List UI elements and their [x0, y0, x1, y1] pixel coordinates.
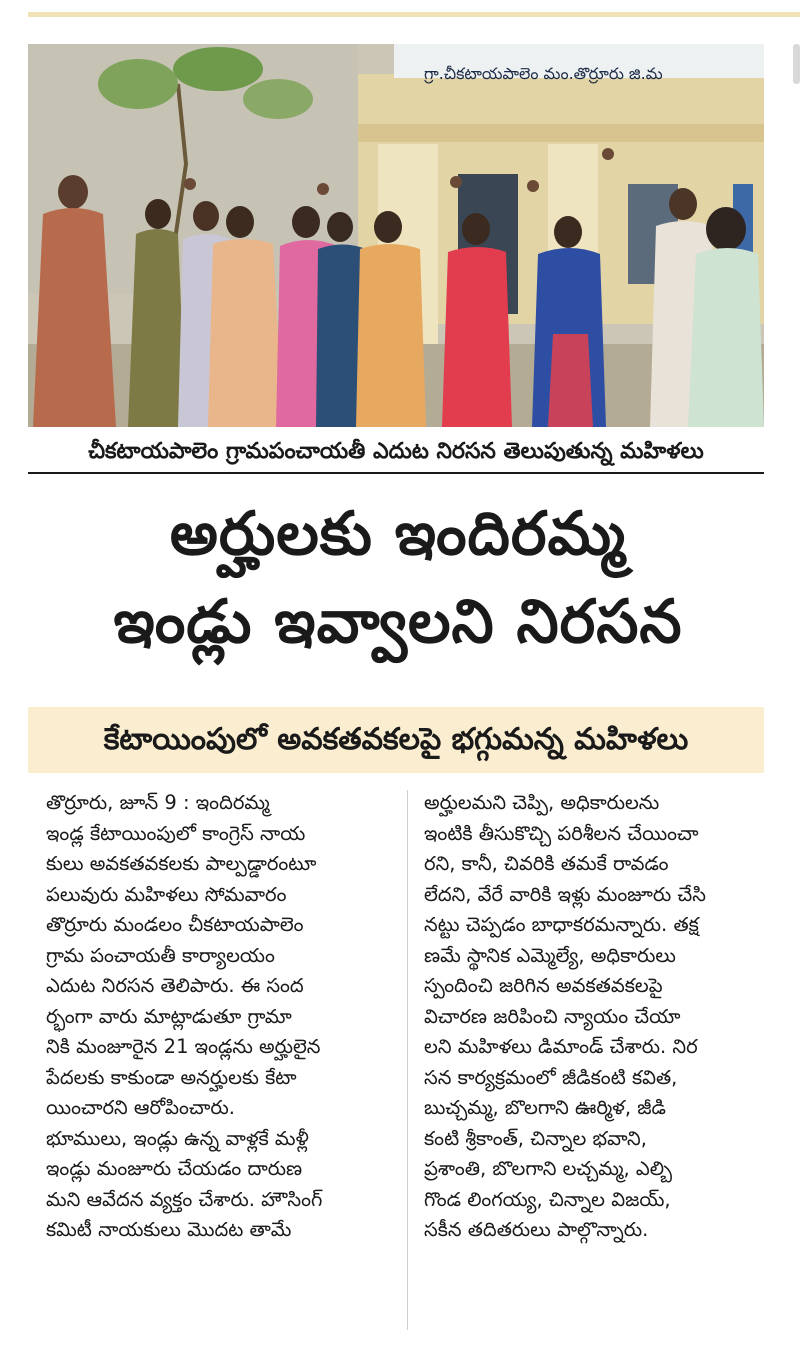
- article-line: పేదలకు కాకుండా అనర్హులకు కేటా: [46, 1065, 297, 1089]
- article-line: కంటి శ్రీకాంత్, చిన్నాల భవాని,: [424, 1126, 647, 1150]
- article-line: కులు అవకతవకలకు పాల్పడ్డారంటూ: [46, 852, 317, 875]
- headline-line-2: ఇండ్లు ఇవ్వాలని నిరసన: [113, 587, 683, 657]
- news-photo: [28, 44, 764, 427]
- subheadline: కేటాయింపులో అవకతవకలపై భగ్గుమన్న మహిళలు: [28, 707, 764, 773]
- column-divider: [407, 790, 408, 1330]
- article-line: సకీన తదితరులు పాల్గొన్నారు.: [424, 1218, 649, 1241]
- article-line: గ్రామ పంచాయతీ కార్యాలయం: [46, 943, 275, 967]
- article-line: మని ఆవేదన వ్యక్తం చేశారు. హౌసింగ్: [46, 1187, 323, 1211]
- page-top-rule: [28, 12, 800, 17]
- article-line: అర్హులమని చెప్పి, అధికారులను: [424, 791, 660, 814]
- article-line: ఎదుట నిరసన తెలిపారు. ఈ సంద: [46, 974, 304, 997]
- article-column-right: [424, 788, 774, 1246]
- article-line: ఇంటికి తీసుకొచ్చి పరిశీలన చేయించా: [424, 821, 699, 845]
- headline: [28, 490, 768, 666]
- article-line: లేదని, వేరే వారికి ఇళ్లు మంజూరు చేసి: [424, 882, 706, 906]
- photo-signboard-text: గ్రా.చీకటాయపాలెం మం.తొర్రూరు జి.మ: [424, 64, 663, 83]
- article-line: ఇండ్ల కేటాయింపులో కాంగ్రెస్ నాయ: [46, 821, 306, 845]
- article-line: నట్టు చెప్పడం బాధాకరమన్నారు. తక్ష: [424, 913, 699, 936]
- article-line: విచారణ జరిపించి న్యాయం చేయా: [424, 1004, 681, 1028]
- article-line: ఇండ్లు మంజూరు చేయడం దారుణ: [46, 1157, 303, 1180]
- article-line: కమిటీ నాయకులు మొదట తామే: [46, 1218, 292, 1241]
- article-line: ర్భంగా వారు మాట్లాడుతూ గ్రామా: [46, 1004, 292, 1028]
- article-line: ప్రశాంతి, బొలగాని లచ్చమ్మ, ఎల్బి: [424, 1157, 673, 1180]
- article-line: బుచ్చమ్మ, బొలగాని ఊర్మిళ, జీడి: [424, 1096, 666, 1119]
- article-line: సన కార్యక్రమంలో జీడికంటి కవిత,: [424, 1065, 678, 1089]
- article-line: తొర్రూరు, జూన్ 9 : ఇందిరమ్మ: [46, 791, 270, 814]
- article-line: పలువురు మహిళలు సోమవారం: [46, 882, 287, 906]
- photo-of-women-protesting-icon: [28, 44, 764, 427]
- article-line: లని మహిళలు డిమాండ్ చేశారు. నిర: [424, 1035, 698, 1058]
- article-line: రని, కానీ, చివరికి తమకే రావడం: [424, 852, 669, 875]
- photo-caption: చీకటాయపాలెం గ్రామపంచాయతీ ఎదుట నిరసన తెలుపుతున్న మహిళలు: [28, 432, 764, 474]
- article-line: తొర్రూరు మండలం చీకటాయపాలెం: [46, 913, 304, 936]
- article-column-left: [46, 788, 394, 1246]
- article-line: ణమే స్థానిక ఎమ్మెల్యే, అధికారులు: [424, 943, 676, 967]
- article-line: గొండ లింగయ్య, చిన్నాల విజయ్,: [424, 1187, 671, 1211]
- article-line: నికి మంజూరైన 21 ఇండ్లను అర్హులైన: [46, 1035, 321, 1058]
- article-line: స్పందించి జరిగిన అవకతవకలపై: [424, 974, 663, 997]
- article-line: భూములు, ఇండ్లు ఉన్న వాళ్లకే మళ్లీ: [46, 1126, 309, 1150]
- article-line: యించారని ఆరోపించారు.: [46, 1096, 235, 1119]
- headline-line-1: అర్హులకు ఇందిరమ్మ: [169, 499, 627, 569]
- adjacent-article-edge: [793, 44, 800, 84]
